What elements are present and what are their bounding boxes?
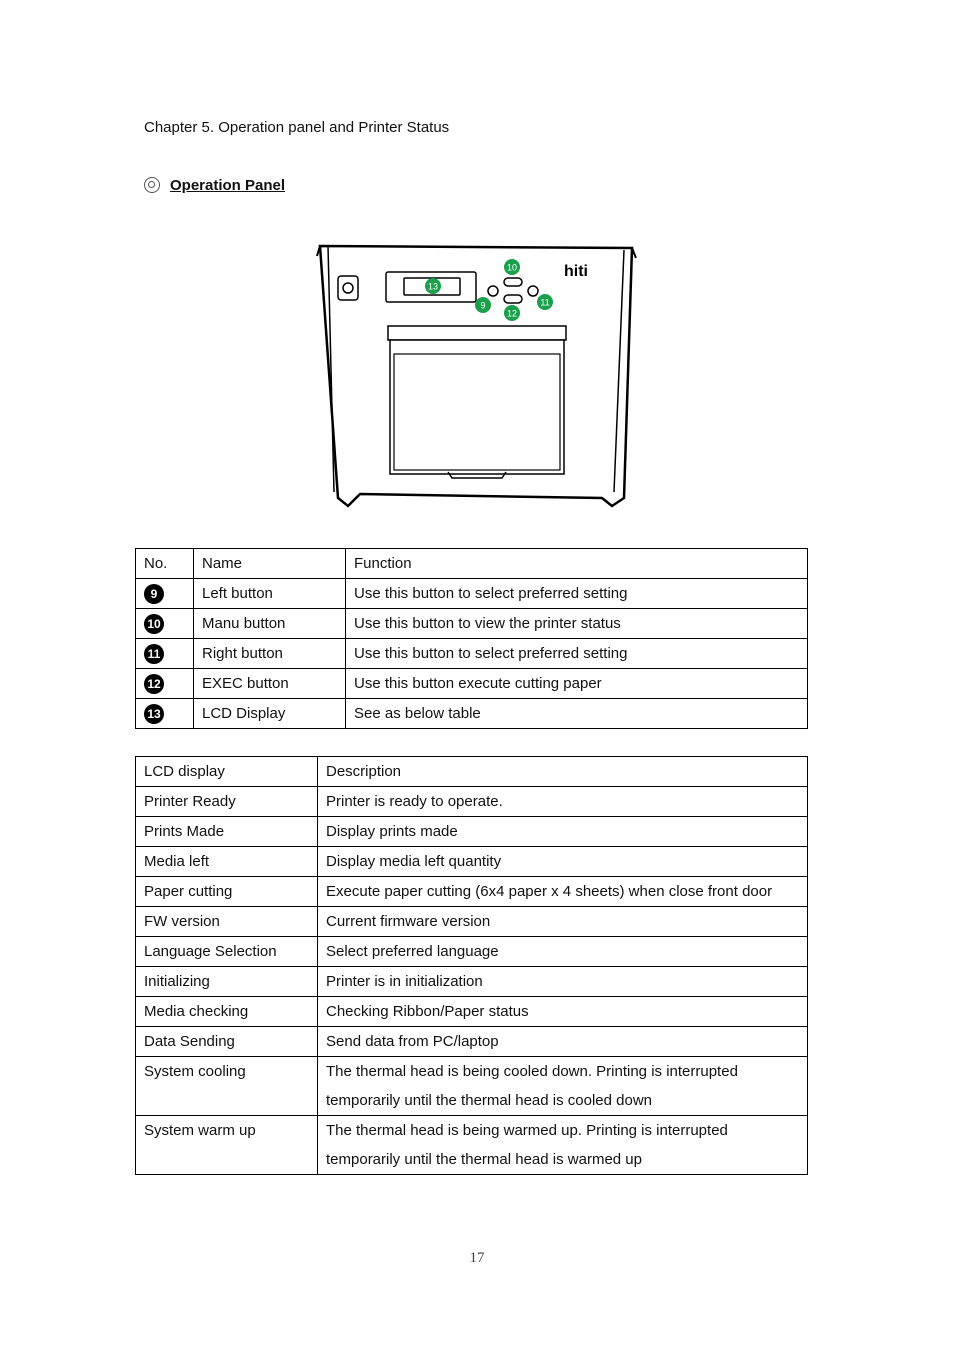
button-name: Right button xyxy=(194,639,346,669)
button-function: See as below table xyxy=(346,699,808,729)
svg-text:10: 10 xyxy=(506,262,518,273)
svg-text:11: 11 xyxy=(540,297,550,308)
lcd-description-cell: The thermal head is being warmed up. Printing is interrupted temporarily until the thermal head is warmed up xyxy=(318,1116,808,1175)
table-row xyxy=(136,1116,808,1175)
table-row xyxy=(136,937,808,967)
table-row xyxy=(136,1057,808,1116)
callout-12 xyxy=(504,305,520,321)
table-row xyxy=(136,1027,808,1057)
svg-text:13: 13 xyxy=(427,281,439,292)
lcd-description-cell: Checking Ribbon/Paper status xyxy=(318,997,808,1027)
button-function: Use this button execute cutting paper xyxy=(346,669,808,699)
table-row xyxy=(136,609,808,639)
table-header-row xyxy=(136,757,808,787)
callout-10 xyxy=(504,259,520,275)
table-row xyxy=(136,639,808,669)
lcd-display-cell: System cooling xyxy=(136,1057,318,1116)
svg-text:12: 12 xyxy=(506,308,518,319)
double-circle-icon xyxy=(144,177,160,193)
lcd-display-cell: Media checking xyxy=(136,997,318,1027)
lcd-display-cell: Language Selection xyxy=(136,937,318,967)
lcd-description-cell: The thermal head is being cooled down. Printing is interrupted temporarily until the thermal head is cooled down xyxy=(318,1057,808,1116)
number-badge: 11 xyxy=(144,644,164,664)
table-row xyxy=(136,907,808,937)
table-row xyxy=(136,699,808,729)
callout-13 xyxy=(425,278,441,294)
header-cell: Function xyxy=(346,549,808,579)
lcd-description-cell: Display prints made xyxy=(318,817,808,847)
table-row xyxy=(136,787,808,817)
printer-front-illustration xyxy=(312,236,642,512)
lcd-description-cell: Printer is ready to operate. xyxy=(318,787,808,817)
lcd-display-cell: FW version xyxy=(136,907,318,937)
header-cell: LCD display xyxy=(136,757,318,787)
lcd-description-cell: Send data from PC/laptop xyxy=(318,1027,808,1057)
callout-11 xyxy=(537,294,553,310)
buttons-table xyxy=(135,548,808,729)
button-function: Use this button to view the printer status xyxy=(346,609,808,639)
lcd-description-cell: Display media left quantity xyxy=(318,847,808,877)
table-header-row xyxy=(136,549,808,579)
lcd-display-cell: Initializing xyxy=(136,967,318,997)
header-cell: Description xyxy=(318,757,808,787)
number-badge: 12 xyxy=(144,674,164,694)
table-row xyxy=(136,579,808,609)
lcd-description-cell: Execute paper cutting (6x4 paper x 4 sheets) when close front door xyxy=(318,877,808,907)
button-name: Left button xyxy=(194,579,346,609)
lcd-display-cell: Prints Made xyxy=(136,817,318,847)
header-cell: Name xyxy=(194,549,346,579)
table-row xyxy=(136,847,808,877)
svg-text:9: 9 xyxy=(480,300,486,311)
page-number: 17 xyxy=(469,1250,485,1266)
table-row xyxy=(136,877,808,907)
table-row xyxy=(136,669,808,699)
lcd-display-cell: Paper cutting xyxy=(136,877,318,907)
number-badge: 9 xyxy=(144,584,164,604)
callout-9 xyxy=(475,297,491,313)
button-name: Manu button xyxy=(194,609,346,639)
button-function: Use this button to select preferred setting xyxy=(346,579,808,609)
button-name: LCD Display xyxy=(194,699,346,729)
lcd-description-cell: Select preferred language xyxy=(318,937,808,967)
lcd-display-table xyxy=(135,756,808,1175)
lcd-display-cell: System warm up xyxy=(136,1116,318,1175)
lcd-description-cell: Printer is in initialization xyxy=(318,967,808,997)
table-row xyxy=(136,817,808,847)
header-cell: No. xyxy=(136,549,194,579)
table-row xyxy=(136,967,808,997)
chapter-title: Chapter 5. Operation panel and Printer Status xyxy=(144,119,450,136)
table-row xyxy=(136,997,808,1027)
lcd-display-cell: Printer Ready xyxy=(136,787,318,817)
lcd-description-cell: Current firmware version xyxy=(318,907,808,937)
section-heading xyxy=(144,177,285,194)
button-function: Use this button to select preferred setting xyxy=(346,639,808,669)
number-badge: 10 xyxy=(144,614,164,634)
brand-logo: hiti xyxy=(564,263,588,280)
lcd-display-cell: Data Sending xyxy=(136,1027,318,1057)
button-name: EXEC button xyxy=(194,669,346,699)
lcd-display-cell: Media left xyxy=(136,847,318,877)
number-badge: 13 xyxy=(144,704,164,724)
section-title: Operation Panel xyxy=(170,177,286,194)
